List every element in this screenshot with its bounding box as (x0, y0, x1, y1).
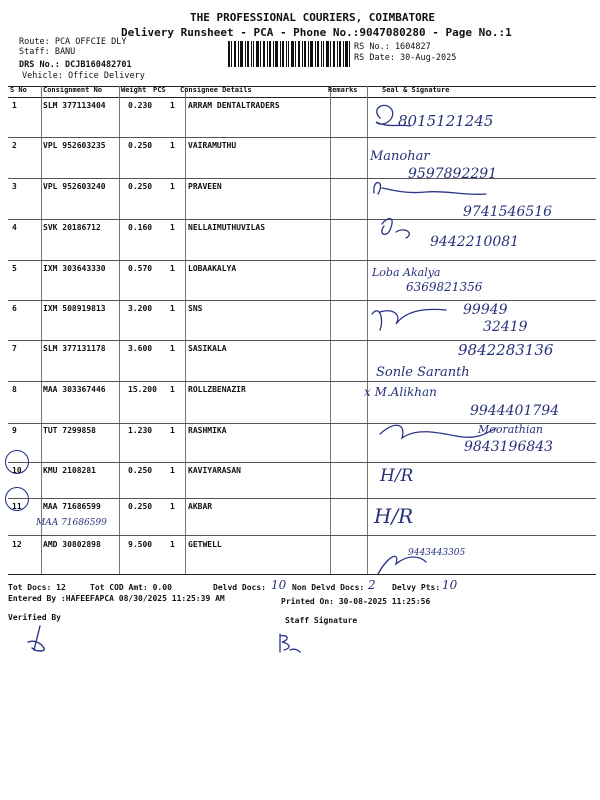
cell-pcs: 1 (170, 385, 175, 394)
table-bottom-border (8, 574, 596, 575)
handwritten-phone: 8015121245 (398, 112, 494, 130)
cell-pcs: 1 (170, 426, 175, 435)
barcode (228, 41, 350, 67)
handwritten-initials: H/R (380, 466, 414, 486)
handwritten-initials: H/R (374, 504, 414, 528)
cell-pcs: 1 (170, 502, 175, 511)
handwritten-phone: 9944401794 (470, 403, 560, 419)
signature-scribbles (366, 98, 596, 574)
handwritten-phone: 9442210081 (430, 234, 520, 250)
cell-weight: 0.250 (128, 182, 153, 191)
cell-consignee: SNS (188, 304, 203, 313)
cell-consignment-no: TUT 7299858 (43, 426, 96, 435)
handwritten-phone: 9443443305 (408, 548, 466, 558)
cell-sno: 11 (12, 502, 22, 511)
cell-weight: 3.200 (128, 304, 153, 313)
rs-number: RS No.: 1604827 (354, 42, 431, 52)
cell-sno: 12 (12, 540, 22, 549)
col-header-sno: S No (10, 86, 27, 94)
delivery-points-value: 10 (442, 578, 458, 592)
handwritten-name: x M.Alikhan (364, 385, 437, 399)
cell-pcs: 1 (170, 182, 175, 191)
cell-consignee: SASIKALA (188, 344, 227, 353)
cell-pcs: 1 (170, 264, 175, 273)
cell-consignment-no: AMD 30802898 (43, 540, 101, 549)
cell-pcs: 1 (170, 304, 175, 313)
delivered-docs-value: 10 (271, 578, 287, 592)
cell-weight: 0.570 (128, 264, 153, 273)
cell-weight: 0.250 (128, 502, 153, 511)
cell-weight: 9.500 (128, 540, 153, 549)
column-divider (119, 86, 120, 574)
cell-consignee: ROLLZBENAZIR (188, 385, 246, 394)
cell-consignee: KAVIYARASAN (188, 466, 241, 475)
cell-consignment-no: IXM 508919813 (43, 304, 106, 313)
cell-sno: 9 (12, 426, 17, 435)
handwritten-name: Manohar (370, 149, 430, 164)
handwritten-name: Moorathian (478, 423, 543, 436)
col-header-seal: Seal & Signature (382, 86, 450, 94)
cell-weight: 0.250 (128, 141, 153, 150)
handwritten-name: Sonle Saranth (376, 365, 470, 380)
cell-consignment-no: VPL 952603235 (43, 141, 106, 150)
cell-pcs: 1 (170, 141, 175, 150)
non-delivered-docs-label: Non Delvd Docs: (292, 583, 365, 592)
staff-signature (274, 632, 302, 656)
col-header-consignment: Consignment No (43, 86, 103, 94)
staff-label: Staff: BANU (19, 47, 76, 57)
cell-sno: 3 (12, 182, 17, 191)
cell-weight: 1.230 (128, 426, 153, 435)
cell-consignment-no: SVK 20186712 (43, 223, 101, 232)
column-divider (41, 86, 42, 574)
col-header-consignee: Consignee Details (180, 86, 252, 94)
handwritten-note: MAA 71686599 (36, 518, 107, 528)
route-label: Route: PCA OFFCIE DLY (19, 37, 127, 47)
document-subtitle: Delivery Runsheet - PCA - Phone No.:9047080280 - Page No.:1 (121, 26, 512, 39)
column-divider (185, 86, 186, 574)
handwritten-name: Loba Akalya (372, 266, 441, 279)
cell-consignee: VAIRAMUTHU (188, 141, 237, 150)
total-cod: Tot COD Amt: 0.00 (90, 583, 172, 592)
handwritten-phone: 9597892291 (408, 166, 498, 182)
col-header-weight: Weight (121, 86, 147, 94)
delivered-docs-label: Delvd Docs: (213, 583, 266, 592)
circle-mark (5, 450, 29, 474)
cell-sno: 6 (12, 304, 17, 313)
cell-pcs: 1 (170, 223, 175, 232)
cell-sno: 1 (12, 101, 17, 110)
cell-consignment-no: KMU 2108281 (43, 466, 96, 475)
cell-weight: 0.230 (128, 101, 153, 110)
verified-by-label: Verified By (8, 613, 61, 622)
cell-consignee: ARRAM DENTALTRADERS (188, 101, 280, 110)
total-docs: Tot Docs: 12 (8, 583, 66, 592)
col-header-pcs: PCS (153, 86, 166, 94)
cell-sno: 4 (12, 223, 17, 232)
cell-sno: 8 (12, 385, 17, 394)
cell-consignment-no: MAA 71686599 (43, 502, 101, 511)
cell-consignee: RASHMIKA (188, 426, 227, 435)
cell-weight: 0.250 (128, 466, 153, 475)
verified-signature (24, 624, 54, 654)
non-delivered-docs-value: 2 (368, 578, 376, 592)
circle-mark (5, 487, 29, 511)
cell-sno: 10 (12, 466, 22, 475)
cell-consignment-no: SLM 377113404 (43, 101, 106, 110)
document-title: THE PROFESSIONAL COURIERS, COIMBATORE (190, 11, 436, 24)
cell-consignment-no: SLM 377131178 (43, 344, 106, 353)
delivery-points-label: Delvy Pts: (392, 583, 441, 592)
cell-consignee: LOBAAKALYA (188, 264, 237, 273)
col-header-remarks: Remarks (328, 86, 358, 94)
cell-consignment-no: MAA 303367446 (43, 385, 106, 394)
cell-consignee: GETWELL (188, 540, 222, 549)
cell-pcs: 1 (170, 540, 175, 549)
staff-signature-label: Staff Signature (285, 616, 358, 625)
column-divider (330, 86, 331, 574)
drs-number: DRS No.: DCJB160482701 (19, 60, 132, 70)
cell-weight: 0.160 (128, 223, 153, 232)
printed-on: Printed On: 30-08-2025 11:25:56 (281, 597, 431, 606)
handwritten-phone: 9842283136 (458, 341, 554, 359)
cell-pcs: 1 (170, 466, 175, 475)
rs-date: RS Date: 30-Aug-2025 (354, 53, 457, 63)
cell-consignee: PRAVEEN (188, 182, 222, 191)
handwritten-text: 99949 (463, 302, 508, 318)
cell-weight: 15.200 (128, 385, 157, 394)
cell-consignee: AKBAR (188, 502, 213, 511)
cell-weight: 3.600 (128, 344, 153, 353)
cell-consignee: NELLAIMUTHUVILAS (188, 223, 266, 232)
handwritten-phone: 9741546516 (463, 204, 553, 220)
cell-pcs: 1 (170, 101, 175, 110)
cell-consignment-no: VPL 952603240 (43, 182, 106, 191)
handwritten-text: 32419 (483, 319, 528, 335)
runsheet-table (8, 86, 596, 574)
cell-consignment-no: IXM 303643330 (43, 264, 106, 273)
vehicle-label: Vehicle: Office Delivery (22, 71, 145, 81)
cell-sno: 5 (12, 264, 17, 273)
cell-sno: 2 (12, 141, 17, 150)
cell-sno: 7 (12, 344, 17, 353)
handwritten-phone: 9843196843 (464, 439, 554, 455)
cell-pcs: 1 (170, 344, 175, 353)
handwritten-phone: 6369821356 (406, 280, 483, 294)
entered-by: Entered By :HAFEEFAPCA 08/30/2025 11:25:39 AM (8, 594, 225, 603)
